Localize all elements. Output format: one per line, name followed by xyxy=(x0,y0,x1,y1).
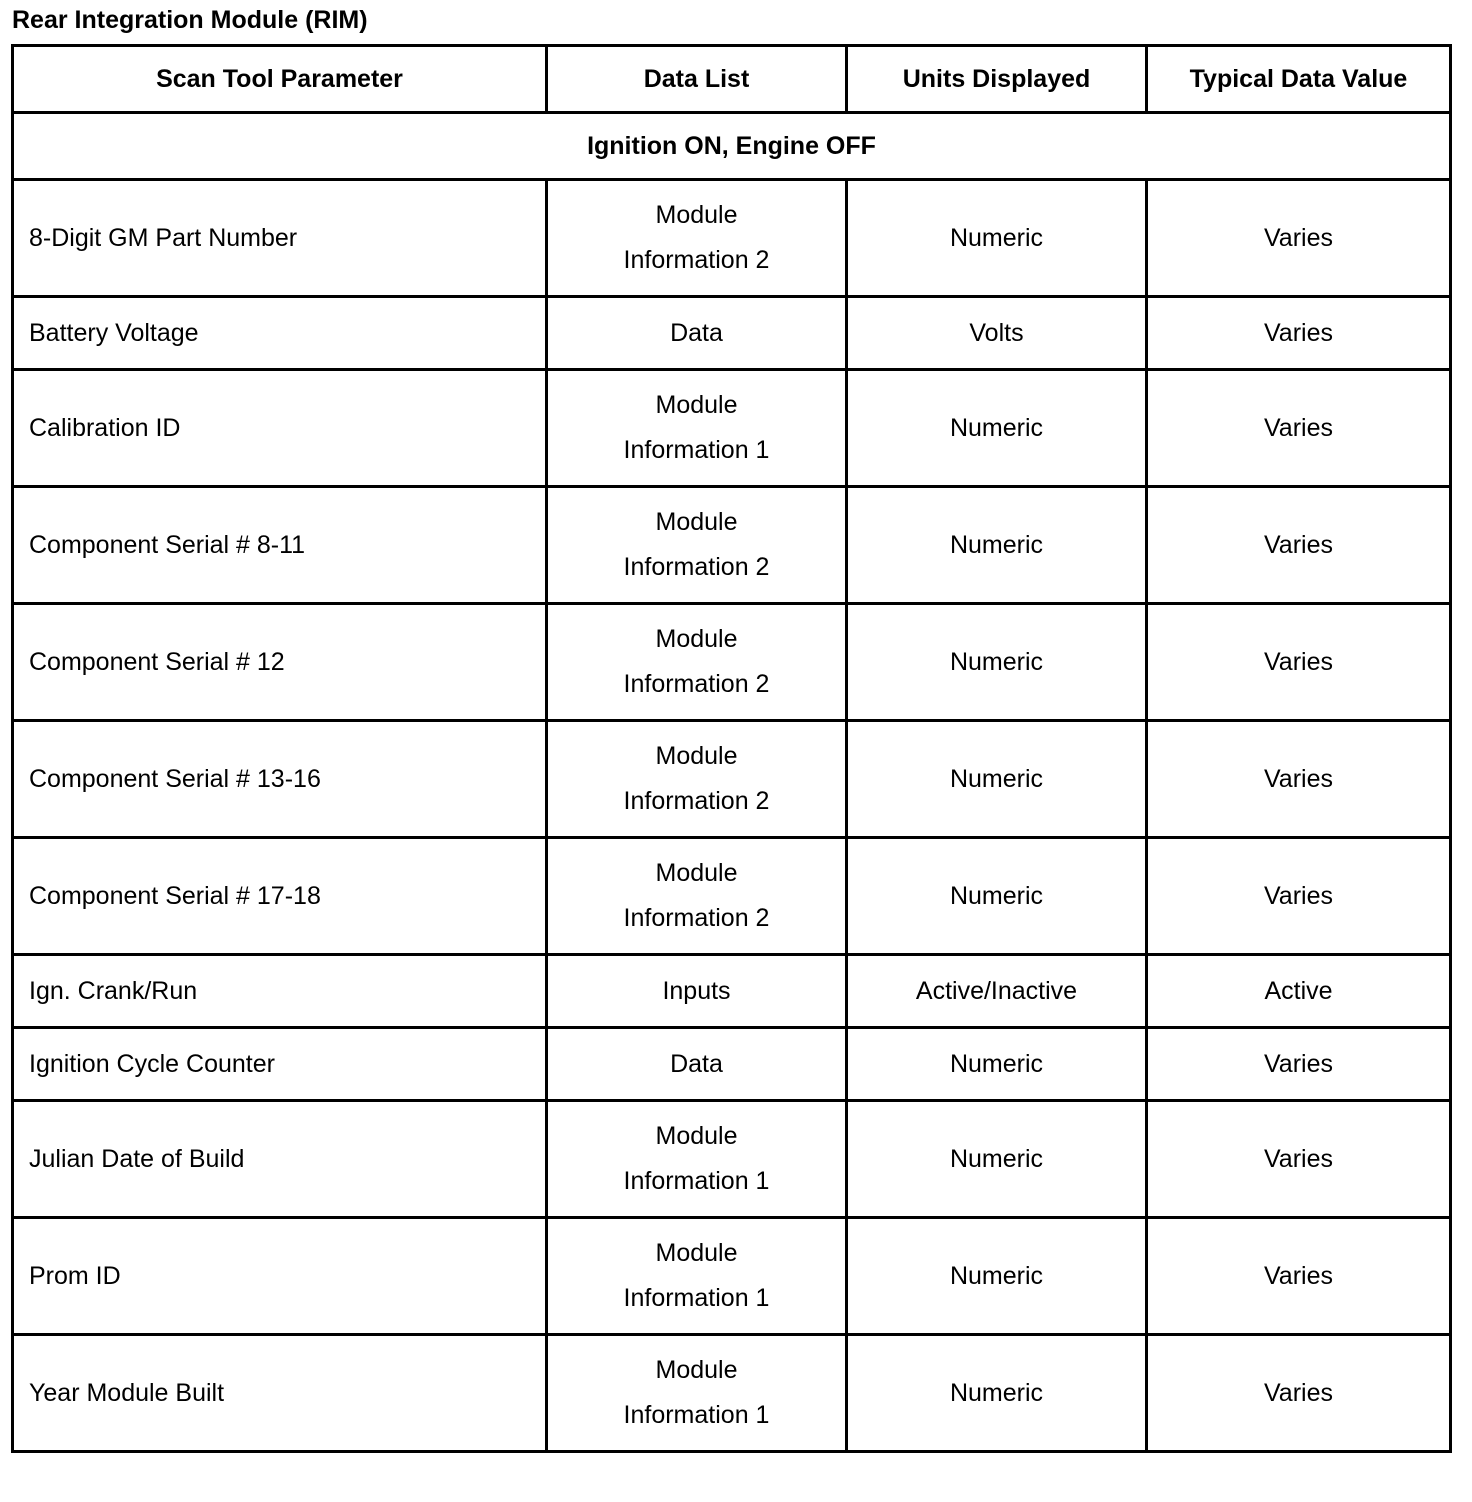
header-units-displayed: Units Displayed xyxy=(847,46,1147,113)
table-row xyxy=(13,1335,1451,1452)
cell-units-displayed: Numeric xyxy=(847,604,1147,721)
cell-typical-data-value: Varies xyxy=(1147,838,1451,955)
table-row xyxy=(13,487,1451,604)
cell-parameter: Calibration ID xyxy=(13,370,547,487)
document-title: Rear Integration Module (RIM) xyxy=(12,6,368,34)
data-list-line: Information 2 xyxy=(623,904,770,932)
data-list-line: Module xyxy=(655,625,738,653)
table-row xyxy=(13,1028,1451,1101)
data-list-line: Information 1 xyxy=(623,1401,770,1429)
cell-typical-data-value: Varies xyxy=(1147,1218,1451,1335)
cell-data-list xyxy=(547,604,847,721)
scan-tool-data-table xyxy=(11,44,1452,1453)
data-list-line: Data xyxy=(670,318,723,347)
header-scan-tool-parameter: Scan Tool Parameter xyxy=(13,46,547,113)
cell-typical-data-value: Varies xyxy=(1147,1101,1451,1218)
table-row xyxy=(13,180,1451,297)
cell-data-list xyxy=(547,370,847,487)
table-row xyxy=(13,1218,1451,1335)
cell-data-list xyxy=(547,1218,847,1335)
cell-data-list xyxy=(547,838,847,955)
cell-units-displayed: Numeric xyxy=(847,838,1147,955)
data-list-line: Module xyxy=(655,742,738,770)
cell-data-list xyxy=(547,487,847,604)
cell-typical-data-value: Varies xyxy=(1147,1028,1451,1101)
cell-parameter: Year Module Built xyxy=(13,1335,547,1452)
data-list-line: Information 1 xyxy=(623,1284,770,1312)
cell-typical-data-value: Varies xyxy=(1147,1335,1451,1452)
data-list-line: Module xyxy=(655,1356,738,1384)
cell-data-list xyxy=(547,180,847,297)
cell-parameter: Component Serial # 17-18 xyxy=(13,838,547,955)
cell-units-displayed: Numeric xyxy=(847,721,1147,838)
data-list-line: Information 2 xyxy=(623,670,770,698)
cell-data-list xyxy=(547,1101,847,1218)
cell-parameter: Component Serial # 13-16 xyxy=(13,721,547,838)
data-list-line: Module xyxy=(655,201,738,229)
data-list-line: Module xyxy=(655,1122,738,1150)
table-row xyxy=(13,1101,1451,1218)
data-list-line: Information 2 xyxy=(623,787,770,815)
cell-data-list xyxy=(547,297,847,370)
cell-parameter: Battery Voltage xyxy=(13,297,547,370)
cell-units-displayed: Numeric xyxy=(847,1028,1147,1101)
cell-units-displayed: Numeric xyxy=(847,1218,1147,1335)
table-row xyxy=(13,721,1451,838)
cell-data-list xyxy=(547,1028,847,1101)
cell-parameter: Ignition Cycle Counter xyxy=(13,1028,547,1101)
header-typical-data-value: Typical Data Value xyxy=(1147,46,1451,113)
table-row xyxy=(13,297,1451,370)
cell-parameter: 8-Digit GM Part Number xyxy=(13,180,547,297)
cell-units-displayed: Volts xyxy=(847,297,1147,370)
data-list-line: Information 2 xyxy=(623,553,770,581)
cell-units-displayed: Numeric xyxy=(847,487,1147,604)
cell-typical-data-value: Varies xyxy=(1147,180,1451,297)
table-row xyxy=(13,838,1451,955)
table-row xyxy=(13,370,1451,487)
cell-units-displayed: Numeric xyxy=(847,1101,1147,1218)
cell-units-displayed: Numeric xyxy=(847,370,1147,487)
cell-parameter: Component Serial # 8-11 xyxy=(13,487,547,604)
table-header-row xyxy=(13,46,1451,113)
cell-data-list xyxy=(547,955,847,1028)
cell-parameter: Ign. Crank/Run xyxy=(13,955,547,1028)
data-list-line: Data xyxy=(670,1049,723,1078)
cell-typical-data-value: Varies xyxy=(1147,370,1451,487)
data-list-line: Module xyxy=(655,1239,738,1267)
header-data-list: Data List xyxy=(547,46,847,113)
data-list-line: Information 1 xyxy=(623,1167,770,1195)
cell-parameter: Prom ID xyxy=(13,1218,547,1335)
cell-units-displayed: Numeric xyxy=(847,1335,1147,1452)
cell-typical-data-value: Varies xyxy=(1147,297,1451,370)
data-list-line: Module xyxy=(655,859,738,887)
cell-typical-data-value: Varies xyxy=(1147,721,1451,838)
cell-typical-data-value: Active xyxy=(1147,955,1451,1028)
section-label: Ignition ON, Engine OFF xyxy=(13,113,1451,180)
data-list-line: Information 1 xyxy=(623,436,770,464)
data-list-line: Module xyxy=(655,391,738,419)
cell-typical-data-value: Varies xyxy=(1147,604,1451,721)
cell-parameter: Julian Date of Build xyxy=(13,1101,547,1218)
table-row xyxy=(13,604,1451,721)
data-list-line: Module xyxy=(655,508,738,536)
cell-data-list xyxy=(547,1335,847,1452)
cell-units-displayed: Numeric xyxy=(847,180,1147,297)
cell-typical-data-value: Varies xyxy=(1147,487,1451,604)
cell-parameter: Component Serial # 12 xyxy=(13,604,547,721)
cell-data-list xyxy=(547,721,847,838)
data-list-line: Information 2 xyxy=(623,246,770,274)
table-row xyxy=(13,955,1451,1028)
section-row xyxy=(13,113,1451,180)
data-list-line: Inputs xyxy=(662,976,731,1005)
cell-units-displayed: Active/Inactive xyxy=(847,955,1147,1028)
